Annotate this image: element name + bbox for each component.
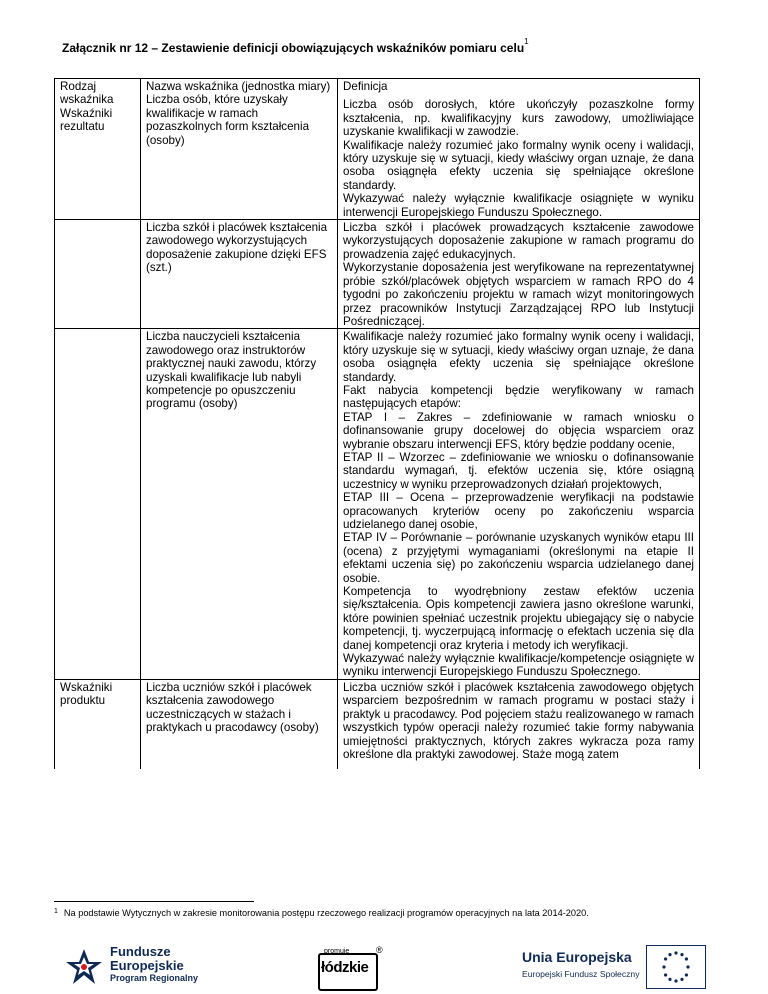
indicator-name-4: Liczba uczniów szkół i placówek kształcenia zawodowego uczestniczących w stażach i praktykach u pracodawcy (osoby): [141, 679, 338, 769]
indicator-name-2: Liczba szkół i placówek kształcenia zawodowego wykorzystujących doposażenie zakupione dzięki EFS (szt.): [141, 220, 338, 329]
indicator-name-1: Liczba osób, które uzyskały kwalifikacje w ramach pozaszkolnych form kształcenia (osoby): [146, 93, 310, 147]
header-name: Nazwa wskaźnika (jednostka miary) Liczba osób, które uzyskały kwalifikacje w ramach pozaszkolnych form kształcenia (osoby): [141, 79, 338, 220]
indicator-definition-3: Kwalifikacje należy rozumieć jako formalny wynik oceny i walidacji, który uzyskuje się w sytuacji, kiedy właściwy organ uznaje, że dana osoba osiągnęła efekty uczenia się spełniające określone standardy. Fakt nabycia kompetencji będzie weryfikowany w ramach następujących etapów: ETAP I – Zakres – zdefiniowanie w ramach wniosku o dofinansowanie grupy docelowej do objęcia wsparciem oraz wybranie obszaru interwencji EFS, który będzie poddany ocenie, ETAP II – Wzorzec – zdefiniowanie we wniosku o dofinansowanie standardu wymagań, tj. efektów uczenia się, które osiągną uczestnicy w wyniku przeprowadzonych działań projektowych, ETAP III – Ocena – przeprowadzenie weryfikacji na podstawie opracowanych kryteriów oceny po zakończeniu wsparcia udzielanego danej osobie, ETAP IV – Porównanie – porównanie uzyskanych wyników etapu III (ocena) z przyjętymi wymaganiami (określonymi na etapie II efektami uczenia się) po zakończeniu wsparcia udzielanego danej osobie. Kompetencja to wyodrębniony zestaw efektów uczenia się/kształcenia. Opis kompetencji zawiera jasno określone warunki, które powinien spełniać uczestnik projektu ubiegający się o nabycie kompetencji, tj. wyczerpującą informację o efektach uczenia się dla danej kompetencji oraz kryteria i metody ich weryfikacji. Wykazywać należy wyłącznie kwalifikacje/kompetencje osiągnięte w wyniku interwencji Europejskiego Funduszu Społecznego.: [338, 329, 700, 680]
table-row: [55, 679, 700, 769]
section-label-product: Wskaźniki produktu: [55, 679, 141, 769]
header-type: Rodzaj wskaźnika Wskaźniki rezultatu: [55, 79, 141, 220]
header-definition: Definicja Liczba osób dorosłych, które ukończyły pozaszkolne formy kształcenia, np. kwalifikacyjny kurs zawodowy, umożliwiające uzyskanie kwalifikacji w zawodzie. Kwalifikacje należy rozumieć jako formalny wynik oceny i walidacji, który uzyskuje się w sytuacji, kiedy właściwy organ uznaje, że dana osoba osiągnęła efekty uczenia się spełniające określone standardy. Wykazywać należy wyłącznie kwalifikacje osiągnięte w wyniku interwencji Europejskiego Funduszu Społecznego.: [338, 79, 700, 220]
footnote-divider: [54, 901, 254, 902]
fe-star-icon: [64, 947, 104, 987]
table-row: [55, 220, 700, 329]
unia-europejska-logo: Unia Europejska Europejski Fundusz Społeczny: [522, 945, 722, 991]
table-row: [55, 329, 700, 680]
footnote-ref: 1: [524, 37, 529, 46]
definitions-table: [54, 78, 700, 769]
page-title: Załącznik nr 12 – Zestawienie definicji obowiązujących wskaźników pomiaru celu$^1$: [62, 37, 529, 55]
section-label-result: Wskaźniki rezultatu: [60, 106, 113, 134]
footnote: $^1$ Na podstawie Wytycznych w zakresie monitorowania postępu rzeczowego realizacji programów operacyjnych na lata 2014-2020.: [54, 908, 589, 918]
logo-bar: [0, 945, 768, 994]
fundusze-europejskie-logo: Fundusze Europejskie Program Regionalny: [64, 945, 214, 989]
header-row: [55, 79, 700, 220]
indicator-definition-4: Liczba uczniów szkół i placówek kształcenia zawodowego objętych wsparciem bezpośrednim w ramach programu w postaci staży i praktyk u pracodawcy. Pod pojęciem stażu realizowanego w ramach wszystkich typów operacji należy rozumieć takie formy nabywania umiejętności praktycznych, których zakres wykracza poza ramy określone dla praktyki zawodowej. Staże mogą zatem: [338, 679, 700, 769]
indicator-definition-2: Liczba szkół i placówek prowadzących kształcenie zawodowe wykorzystujących doposażenie zakupione w ramach programu do prowadzenia zajęć edukacyjnych. Wykorzystanie doposażenia jest weryfikowane na reprezentatywnej próbie szkół/placówek objętych wsparciem w ramach RPO do 4 tygodni po zakończeniu projektu w ramach wizyt monitoringowych przez pracowników Instytucji Zarządzającej RPO lub Instytucji Pośredniczącej.: [338, 220, 700, 329]
indicator-name-3: Liczba nauczycieli kształcenia zawodowego oraz instruktorów praktycznej nauki zawodu, którzy uzyskali kwalifikacje lub nabyli kompetencje po opuszczeniu programu (osoby): [141, 329, 338, 680]
eu-flag-icon: [646, 945, 706, 989]
lodzkie-logo: promuje łódzkie ®: [318, 945, 388, 991]
